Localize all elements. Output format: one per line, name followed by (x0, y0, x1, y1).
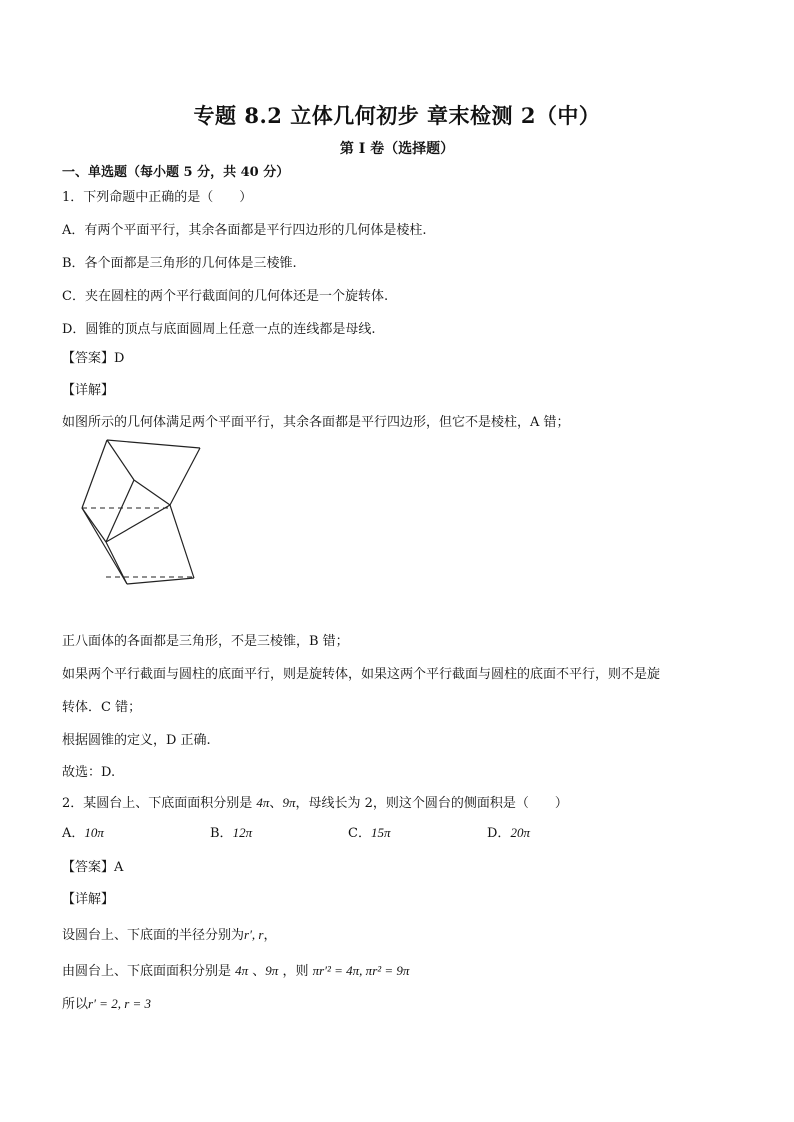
q2-answer: 【答案】A (62, 860, 124, 875)
polyhedron-figure (72, 438, 232, 596)
q2-option-b-value: 12π (232, 825, 253, 840)
q1-explanation-1: 如图所示的几何体满足两个平面平行，其余各面都是平行四边形，但它不是棱柱，A 错； (62, 415, 570, 430)
q2-option-a-value: 10π (84, 825, 104, 840)
q2-area-top: 4π (256, 795, 270, 810)
q2-option-d (487, 822, 530, 841)
q1-detail-label: 【详解】 (62, 383, 115, 398)
q2-explanation-2 (62, 960, 409, 979)
q2-stem (62, 792, 568, 811)
q2-option-b-label: B． (210, 826, 233, 841)
q2-explanation-1 (62, 924, 277, 943)
q2-option-d-value: 20π (510, 825, 530, 840)
q1-conclusion: 故选：D. (62, 765, 116, 780)
q2-exp3-result: r′ = 2, r = 3 (88, 996, 152, 1011)
q2-exp1-text-b: ， (263, 928, 277, 943)
q2-exp2-text-b: ，则 (278, 964, 313, 979)
q1-option-b: B．各个面都是三角形的几何体是三棱锥. (62, 256, 297, 271)
q2-option-c-label: C． (348, 826, 371, 841)
q2-stem-text-b: ，母线长为 2，则这个圆台的侧面积是（ ） (295, 796, 568, 811)
q1-explanation-4: 转体．C 错； (62, 700, 142, 715)
q2-exp1-radii: r′, r (244, 927, 264, 942)
q1-explanation-2: 正八面体的各面都是三角形，不是三棱锥，B 错； (62, 634, 349, 649)
q2-exp2-area-bottom: 9π (265, 963, 279, 978)
q2-exp3-text-a: 所以 (62, 997, 89, 1012)
q1-option-c: C．夹在圆柱的两个平行截面间的几何体还是一个旋转体. (62, 289, 389, 304)
q1-option-a: A．有两个平面平行，其余各面都是平行四边形的几何体是棱柱. (62, 223, 427, 238)
q2-option-a (62, 822, 104, 841)
q1-explanation-5: 根据圆锥的定义，D 正确. (62, 733, 211, 748)
page-title: 专题 8.2 立体几何初步 章末检测 2（中） (193, 103, 601, 128)
q2-explanation-3 (62, 993, 151, 1012)
page-subtitle: 第 I 卷（选择题） (339, 141, 455, 157)
q1-stem: 1．下列命题中正确的是（ ） (62, 190, 253, 205)
section-heading: 一、单选题（每小题 5 分，共 40 分） (62, 165, 290, 180)
q2-area-bottom: 9π (282, 795, 296, 810)
polyhedron-edges (82, 440, 200, 584)
q1-answer: 【答案】D (62, 351, 125, 366)
q1-explanation-3: 如果两个平行截面与圆柱的底面平行，则是旋转体，如果这两个平行截面与圆柱的底面不平行，则不是旋 (62, 667, 661, 682)
q2-option-d-label: D． (487, 826, 511, 841)
q2-detail-label: 【详解】 (62, 892, 115, 907)
q2-option-c (348, 822, 390, 841)
q2-separator: 、 (269, 796, 283, 811)
q2-option-b (210, 822, 252, 841)
q2-exp2-equation: πr′² = 4π, πr² = 9π (312, 963, 410, 978)
q2-stem-text-a: 2．某圆台上、下底面面积分别是 (62, 796, 257, 811)
q2-option-a-label: A． (62, 826, 85, 841)
polyhedron-hidden-edges (82, 508, 194, 577)
q2-option-c-value: 15π (370, 825, 391, 840)
q2-exp1-text-a: 设圆台上、下底面的半径分别为 (62, 928, 245, 943)
q1-option-d: D．圆锥的顶点与底面圆周上任意一点的连线都是母线. (62, 322, 376, 337)
q2-exp2-text-a: 由圆台上、下底面面积分别是 (62, 964, 236, 979)
q2-exp2-area-top: 4π (235, 963, 249, 978)
q2-exp2-separator: 、 (248, 964, 266, 979)
